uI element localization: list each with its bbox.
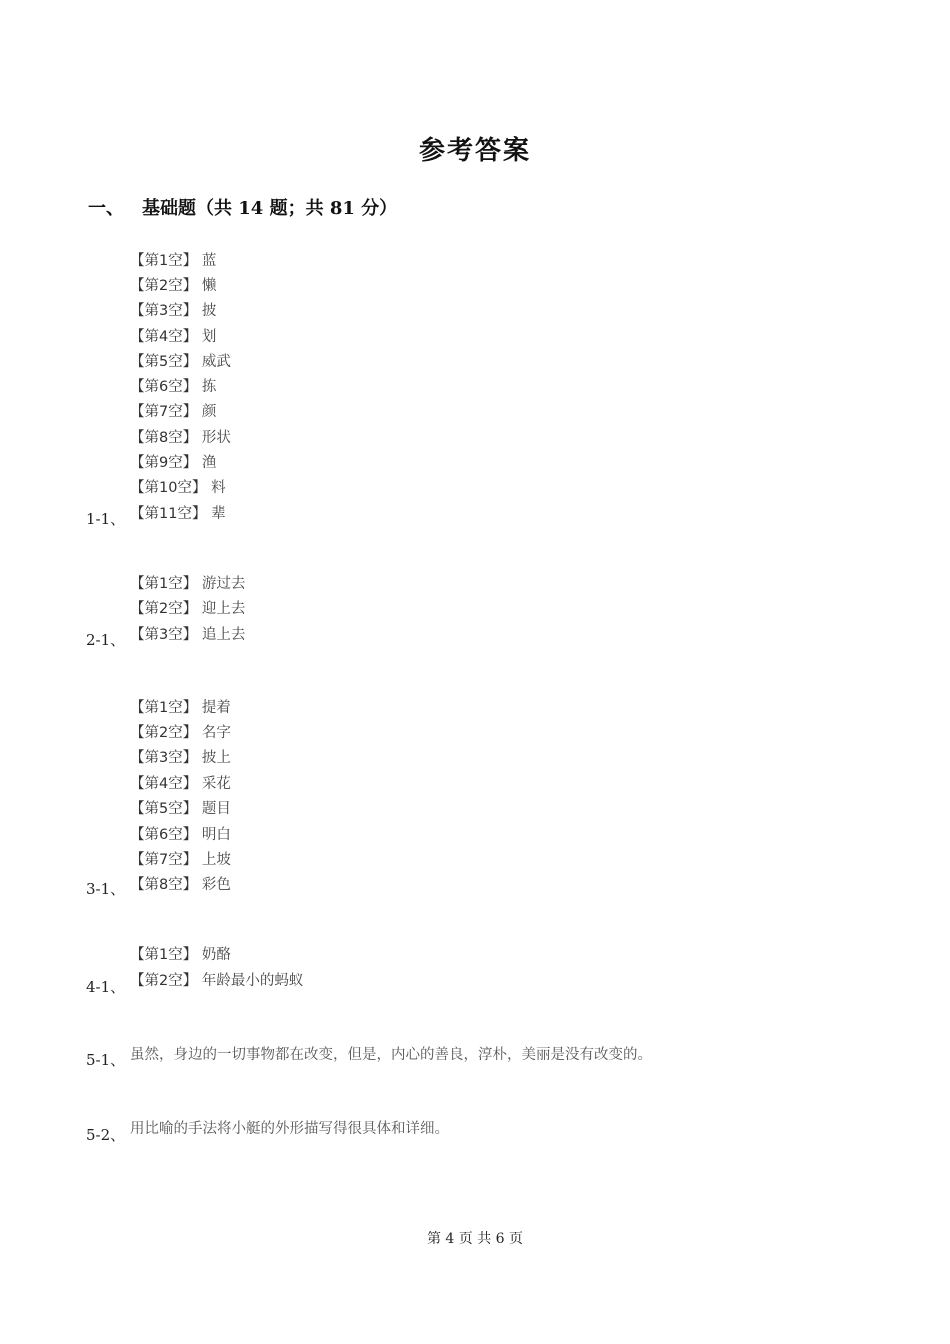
- answer-line: 【第5空】 题目: [130, 801, 231, 817]
- question-label: 4-1、: [86, 978, 126, 996]
- question-label: 5-2、: [86, 1126, 126, 1144]
- answer-line: 【第4空】 采花: [130, 776, 231, 792]
- answer-line: 【第5空】 威武: [130, 354, 231, 370]
- answer-line: 【第4空】 划: [130, 329, 217, 345]
- answer-line: 【第2空】 懒: [130, 278, 217, 294]
- answer-line: 【第3空】 披上: [130, 750, 231, 766]
- answer-line: 【第3空】 追上去: [130, 627, 246, 643]
- answer-line: 【第6空】 明白: [130, 827, 231, 843]
- question-label: 5-1、: [86, 1051, 126, 1069]
- answer-sentence: 虽然，身边的一切事物都在改变，但是，内心的善良，淳朴，美丽是没有改变的。: [130, 1047, 652, 1063]
- answer-line: 【第6空】 拣: [130, 379, 217, 395]
- section-heading: [88, 194, 397, 220]
- question-label: 2-1、: [86, 631, 126, 649]
- answer-line: 【第11空】 辈: [130, 506, 226, 522]
- answer-line: 【第9空】 渔: [130, 455, 217, 471]
- answer-line: 【第1空】 奶酪: [130, 947, 231, 963]
- answer-line: 【第10空】 料: [130, 480, 226, 496]
- answer-line: 【第2空】 年龄最小的蚂蚁: [130, 973, 304, 989]
- answer-line: 【第8空】 形状: [130, 430, 231, 446]
- answer-line: 【第1空】 蓝: [130, 253, 217, 269]
- page-title: 参考答案: [418, 136, 531, 166]
- answer-sentence: 用比喻的手法将小艇的外形描写得很具体和详细。: [130, 1121, 449, 1137]
- answer-line: 【第2空】 迎上去: [130, 601, 246, 617]
- page-footer: 第 4 页 共 6 页: [426, 1231, 524, 1247]
- section-title: 基础题（共 14 题；共 81 分）: [142, 198, 398, 219]
- answer-line: 【第1空】 游过去: [130, 576, 246, 592]
- answer-line: 【第2空】 名字: [130, 725, 231, 741]
- section-number: 一、: [88, 198, 124, 219]
- answer-line: 【第7空】 颜: [130, 404, 217, 420]
- answer-line: 【第8空】 彩色: [130, 877, 231, 893]
- answer-line: 【第3空】 披: [130, 303, 217, 319]
- question-label: 1-1、: [86, 510, 126, 528]
- answer-line: 【第1空】 提着: [130, 700, 231, 716]
- question-label: 3-1、: [86, 880, 126, 898]
- answer-line: 【第7空】 上坡: [130, 852, 231, 868]
